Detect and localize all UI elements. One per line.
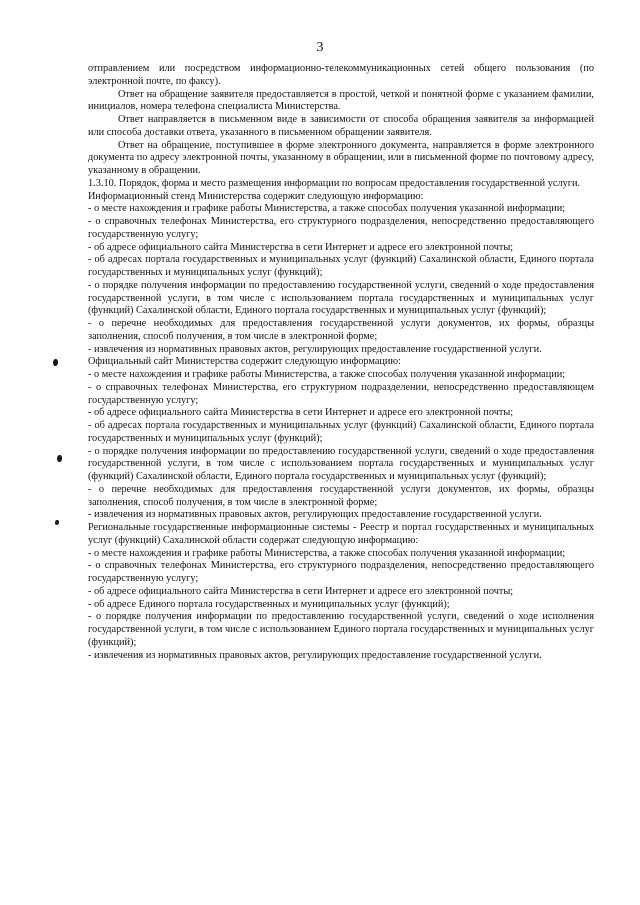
document-body bbox=[88, 63, 594, 662]
list-item: - о порядке получения информации по предоставлению государственной услуги, сведений о ходе предоставления государственной услуги, в том числе с использованием портала государственных и муниципальных услуг (функций) Сахалинской области, Единого портала государственных и муниципальных услуг (функций); bbox=[88, 445, 594, 482]
list-item: - о порядке получения информации по предоставлению государственной услуги, сведений о ходе исполнения государственной услуги, в том числе с использованием Единого портала государственных и муниципальных услуг (функций); bbox=[88, 611, 594, 648]
list-item: - извлечения из нормативных правовых актов, регулирующих предоставление государственной услуги. bbox=[88, 649, 542, 661]
section-heading: 1.3.10. Порядок, форма и место размещения информации по вопросам предоставления государственной услуги. bbox=[88, 177, 581, 189]
list-item: - о месте нахождения и графике работы Министерства, а также способах получения указанной информации; bbox=[88, 369, 566, 380]
list-item: - о справочных телефонах Министерства, его структурного подразделения, непосредственно предоставляющего государственную услугу; bbox=[88, 560, 594, 584]
paragraph: Региональные государственные информационные системы - Реестр и портал государственных и муниципальных услуг (функций) Сахалинской области содержат следующую информацию: bbox=[88, 522, 594, 546]
list-item: - об адресах портала государственных и муниципальных услуг (функций) Сахалинской области, Единого портала государственных и муниципальных услуг (функций); bbox=[88, 254, 594, 278]
paragraph: Информационный стенд Министерства содержит следующую информацию: bbox=[88, 190, 424, 202]
list-item: - о справочных телефонах Министерства, его структурного подразделения, непосредственно предоставляющего государственную услугу; bbox=[88, 216, 594, 240]
scan-mark bbox=[55, 520, 59, 525]
list-item: - об адресе официального сайта Министерства в сети Интернет и адресе его электронной почты; bbox=[88, 241, 514, 253]
list-item: - о справочных телефонах Министерства, его структурном подразделении, непосредственно предоставляющем государственную услугу; bbox=[88, 381, 594, 406]
paragraph: Официальный сайт Министерства содержит следующую информацию: bbox=[88, 356, 401, 368]
list-item: - о месте нахождения и графике работы Министерства, а также способах получения указанной информации; bbox=[88, 203, 566, 215]
list-item: - о месте нахождения и графике работы Министерства, а также способах получения указанной информации; bbox=[88, 547, 566, 559]
list-item: - о порядке получения информации по предоставлению государственной услуги, сведений о ходе предоставления государственной услуги, в том числе с использованием портала государственных и муниципальных услуг (функций) Сахалинской области, Единого портала государственных и муниципальных услуг (функций); bbox=[88, 279, 594, 317]
list-item: - извлечения из нормативных правовых актов, регулирующих предоставление государственной услуги. bbox=[88, 509, 542, 521]
list-item: - извлечения из нормативных правовых актов, регулирующих предоставление государственной услуги. bbox=[88, 343, 542, 355]
scan-mark bbox=[53, 359, 58, 366]
list-item: - об адресах портала государственных и муниципальных услуг (функций) Сахалинской области, Единого портала государственных и муниципальных услуг (функций); bbox=[88, 420, 594, 444]
paragraph: Ответ на обращение заявителя предоставляется в простой, четкой и понятной форме с указанием фамилии, инициалов, номера телефона специалиста Министерства. bbox=[88, 88, 594, 113]
list-item: - о перечне необходимых для предоставления государственной услуги документов, их формы, образцы заполнения, способ получения, в том числе в электронной форме; bbox=[88, 318, 594, 342]
scan-mark bbox=[57, 455, 62, 462]
list-item: - о перечне необходимых для предоставления государственной услуги документов, их формы, образцы заполнения, способ получения, в том числе в электронной форме; bbox=[88, 483, 594, 508]
list-item: - об адресе Единого портала государственных и муниципальных услуг (функций); bbox=[88, 598, 450, 610]
list-item: - об адресе официального сайта Министерства в сети Интернет и адресе его электронной почты; bbox=[88, 585, 514, 597]
page-number: 3 bbox=[316, 40, 324, 55]
paragraph: отправлением или посредством информационно-телекоммуникационных сетей общего пользования (по электронной почте, по факсу). bbox=[88, 63, 594, 87]
list-item: - об адресе официального сайта Министерства в сети Интернет и адресе его электронной почты; bbox=[88, 407, 514, 419]
paragraph: Ответ на обращение, поступившее в форме электронного документа, направляется в форме электронного документа по адресу электронной почты, указанному в обращении, или в письменной форме по почтовому адресу, указанному в обращении. bbox=[88, 139, 594, 176]
paragraph: Ответ направляется в письменном виде в зависимости от способа обращения заявителя за информацией или способа доставки ответа, указанного в письменном обращении заявителя. bbox=[88, 114, 594, 138]
